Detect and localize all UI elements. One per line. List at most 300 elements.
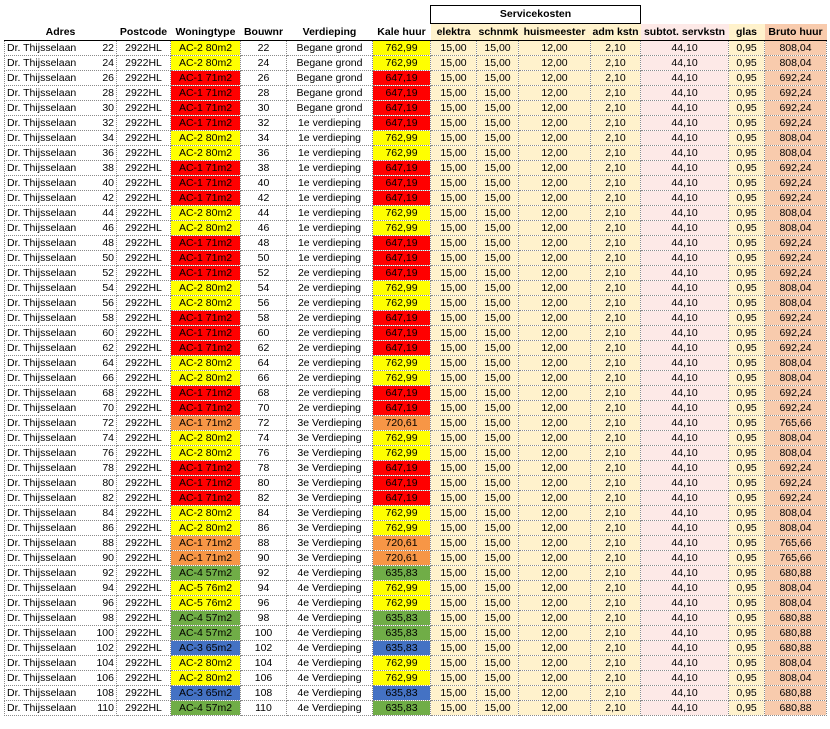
cell-bouwnr: 74 (241, 431, 287, 446)
cell-bouwnr: 102 (241, 641, 287, 656)
cell-postcode: 2922HL (117, 176, 171, 191)
cell-kale-huur: 647,19 (373, 266, 431, 281)
table-row (5, 371, 827, 386)
street-name: Dr. Thijsselaan (7, 417, 77, 429)
table-row (5, 701, 827, 716)
cell-verdieping: 2e verdieping (287, 311, 373, 326)
table-row (5, 446, 827, 461)
cell-schnmk: 15,00 (477, 41, 519, 56)
cell-schnmk: 15,00 (477, 626, 519, 641)
cell-kale-huur: 762,99 (373, 431, 431, 446)
street-name: Dr. Thijsselaan (7, 237, 77, 249)
cell-bouwnr: 110 (241, 701, 287, 716)
cell-adm-kstn: 2,10 (591, 656, 641, 671)
cell-huismeester: 12,00 (519, 401, 591, 416)
street-name: Dr. Thijsselaan (7, 627, 77, 639)
cell-kale-huur: 647,19 (373, 71, 431, 86)
table-row (5, 221, 827, 236)
cell-glas: 0,95 (729, 686, 765, 701)
cell-adres (5, 41, 117, 56)
cell-adres (5, 116, 117, 131)
cell-bouwnr: 42 (241, 191, 287, 206)
cell-huismeester: 12,00 (519, 146, 591, 161)
cell-elektra: 15,00 (431, 281, 477, 296)
cell-subtot-servkstn: 44,10 (641, 56, 729, 71)
cell-bouwnr: 60 (241, 326, 287, 341)
cell-woningtype: AC-1 71m2 (171, 101, 241, 116)
cell-subtot-servkstn: 44,10 (641, 266, 729, 281)
cell-elektra: 15,00 (431, 626, 477, 641)
cell-kale-huur: 720,61 (373, 551, 431, 566)
cell-bouwnr: 68 (241, 386, 287, 401)
house-number: 44 (102, 207, 114, 219)
cell-adm-kstn: 2,10 (591, 491, 641, 506)
cell-subtot-servkstn: 44,10 (641, 161, 729, 176)
cell-adres (5, 71, 117, 86)
cell-huismeester: 12,00 (519, 701, 591, 716)
cell-woningtype: AC-1 71m2 (171, 536, 241, 551)
cell-bruto-huur: 692,24 (765, 341, 827, 356)
cell-subtot-servkstn: 44,10 (641, 71, 729, 86)
table-row (5, 641, 827, 656)
cell-glas: 0,95 (729, 701, 765, 716)
cell-verdieping: 3e Verdieping (287, 461, 373, 476)
cell-huismeester: 12,00 (519, 596, 591, 611)
cell-adm-kstn: 2,10 (591, 221, 641, 236)
cell-postcode: 2922HL (117, 101, 171, 116)
cell-glas: 0,95 (729, 566, 765, 581)
cell-elektra: 15,00 (431, 671, 477, 686)
cell-adres (5, 341, 117, 356)
cell-schnmk: 15,00 (477, 416, 519, 431)
cell-woningtype: AC-1 71m2 (171, 491, 241, 506)
house-number: 40 (102, 177, 114, 189)
cell-adres (5, 446, 117, 461)
cell-subtot-servkstn: 44,10 (641, 341, 729, 356)
cell-kale-huur: 635,83 (373, 611, 431, 626)
cell-bruto-huur: 808,04 (765, 371, 827, 386)
col-glas: glas (729, 24, 765, 41)
cell-bouwnr: 76 (241, 446, 287, 461)
cell-postcode: 2922HL (117, 146, 171, 161)
street-name: Dr. Thijsselaan (7, 87, 77, 99)
cell-adm-kstn: 2,10 (591, 371, 641, 386)
cell-woningtype: AC-1 71m2 (171, 251, 241, 266)
table-row (5, 86, 827, 101)
cell-verdieping: 1e verdieping (287, 116, 373, 131)
cell-verdieping: 3e Verdieping (287, 536, 373, 551)
cell-schnmk: 15,00 (477, 206, 519, 221)
cell-glas: 0,95 (729, 131, 765, 146)
col-schnmk: schnmk (477, 24, 519, 41)
cell-woningtype: AC-1 71m2 (171, 161, 241, 176)
table-row (5, 56, 827, 71)
cell-subtot-servkstn: 44,10 (641, 206, 729, 221)
cell-woningtype: AC-1 71m2 (171, 191, 241, 206)
cell-adres (5, 551, 117, 566)
cell-woningtype: AC-4 57m2 (171, 611, 241, 626)
cell-elektra: 15,00 (431, 146, 477, 161)
table-row (5, 431, 827, 446)
cell-bruto-huur: 692,24 (765, 476, 827, 491)
cell-schnmk: 15,00 (477, 596, 519, 611)
house-number: 82 (102, 492, 114, 504)
col-kale-huur: Kale huur (373, 24, 431, 41)
cell-bouwnr: 28 (241, 86, 287, 101)
cell-adres (5, 206, 117, 221)
cell-bruto-huur: 808,04 (765, 521, 827, 536)
cell-bruto-huur: 808,04 (765, 581, 827, 596)
cell-bouwnr: 32 (241, 116, 287, 131)
table-row (5, 266, 827, 281)
cell-kale-huur: 762,99 (373, 131, 431, 146)
cell-subtot-servkstn: 44,10 (641, 566, 729, 581)
cell-adres (5, 131, 117, 146)
cell-subtot-servkstn: 44,10 (641, 371, 729, 386)
cell-subtot-servkstn: 44,10 (641, 41, 729, 56)
cell-postcode: 2922HL (117, 656, 171, 671)
cell-subtot-servkstn: 44,10 (641, 626, 729, 641)
cell-bouwnr: 52 (241, 266, 287, 281)
cell-postcode: 2922HL (117, 476, 171, 491)
street-name: Dr. Thijsselaan (7, 222, 77, 234)
cell-verdieping: 3e Verdieping (287, 431, 373, 446)
cell-elektra: 15,00 (431, 296, 477, 311)
cell-postcode: 2922HL (117, 596, 171, 611)
rent-table-sheet (4, 5, 826, 716)
cell-bruto-huur: 808,04 (765, 596, 827, 611)
cell-postcode: 2922HL (117, 371, 171, 386)
cell-schnmk: 15,00 (477, 311, 519, 326)
cell-verdieping: 4e Verdieping (287, 596, 373, 611)
street-name: Dr. Thijsselaan (7, 687, 77, 699)
cell-subtot-servkstn: 44,10 (641, 236, 729, 251)
cell-huismeester: 12,00 (519, 521, 591, 536)
cell-woningtype: AC-4 57m2 (171, 701, 241, 716)
cell-adm-kstn: 2,10 (591, 266, 641, 281)
cell-bruto-huur: 692,24 (765, 401, 827, 416)
cell-postcode: 2922HL (117, 56, 171, 71)
cell-huismeester: 12,00 (519, 191, 591, 206)
cell-adres (5, 266, 117, 281)
table-row (5, 296, 827, 311)
cell-elektra: 15,00 (431, 41, 477, 56)
cell-bruto-huur: 692,24 (765, 491, 827, 506)
cell-huismeester: 12,00 (519, 476, 591, 491)
cell-subtot-servkstn: 44,10 (641, 116, 729, 131)
cell-kale-huur: 762,99 (373, 581, 431, 596)
cell-kale-huur: 762,99 (373, 356, 431, 371)
cell-glas: 0,95 (729, 146, 765, 161)
house-number: 50 (102, 252, 114, 264)
cell-glas: 0,95 (729, 101, 765, 116)
cell-adm-kstn: 2,10 (591, 131, 641, 146)
cell-woningtype: AC-2 80m2 (171, 131, 241, 146)
cell-kale-huur: 647,19 (373, 191, 431, 206)
cell-verdieping: 4e Verdieping (287, 701, 373, 716)
cell-glas: 0,95 (729, 491, 765, 506)
street-name: Dr. Thijsselaan (7, 642, 77, 654)
cell-adres (5, 311, 117, 326)
cell-elektra: 15,00 (431, 461, 477, 476)
col-bouwnr: Bouwnr (241, 24, 287, 41)
cell-glas: 0,95 (729, 536, 765, 551)
cell-kale-huur: 762,99 (373, 206, 431, 221)
cell-huismeester: 12,00 (519, 641, 591, 656)
cell-huismeester: 12,00 (519, 86, 591, 101)
table-row (5, 311, 827, 326)
cell-elektra: 15,00 (431, 686, 477, 701)
cell-verdieping: 1e verdieping (287, 146, 373, 161)
cell-elektra: 15,00 (431, 701, 477, 716)
cell-subtot-servkstn: 44,10 (641, 686, 729, 701)
cell-glas: 0,95 (729, 116, 765, 131)
cell-postcode: 2922HL (117, 461, 171, 476)
table-row (5, 596, 827, 611)
cell-elektra: 15,00 (431, 551, 477, 566)
cell-verdieping: 3e Verdieping (287, 521, 373, 536)
table-row (5, 671, 827, 686)
table-row (5, 581, 827, 596)
street-name: Dr. Thijsselaan (7, 582, 77, 594)
cell-subtot-servkstn: 44,10 (641, 701, 729, 716)
cell-subtot-servkstn: 44,10 (641, 401, 729, 416)
cell-verdieping: 2e verdieping (287, 386, 373, 401)
street-name: Dr. Thijsselaan (7, 57, 77, 69)
cell-adres (5, 176, 117, 191)
cell-schnmk: 15,00 (477, 56, 519, 71)
cell-kale-huur: 647,19 (373, 176, 431, 191)
cell-adm-kstn: 2,10 (591, 356, 641, 371)
cell-kale-huur: 635,83 (373, 641, 431, 656)
cell-adres (5, 611, 117, 626)
cell-kale-huur: 647,19 (373, 236, 431, 251)
house-number: 110 (97, 702, 114, 714)
cell-huismeester: 12,00 (519, 536, 591, 551)
cell-postcode: 2922HL (117, 236, 171, 251)
street-name: Dr. Thijsselaan (7, 462, 77, 474)
cell-adres (5, 386, 117, 401)
cell-elektra: 15,00 (431, 476, 477, 491)
cell-woningtype: AC-1 71m2 (171, 476, 241, 491)
cell-schnmk: 15,00 (477, 536, 519, 551)
cell-huismeester: 12,00 (519, 491, 591, 506)
cell-bruto-huur: 692,24 (765, 116, 827, 131)
cell-postcode: 2922HL (117, 671, 171, 686)
house-number: 94 (102, 582, 114, 594)
cell-woningtype: AC-1 71m2 (171, 401, 241, 416)
cell-huismeester: 12,00 (519, 236, 591, 251)
cell-kale-huur: 635,83 (373, 566, 431, 581)
cell-adm-kstn: 2,10 (591, 446, 641, 461)
house-number: 76 (102, 447, 114, 459)
cell-woningtype: AC-1 71m2 (171, 311, 241, 326)
cell-adm-kstn: 2,10 (591, 341, 641, 356)
cell-woningtype: AC-1 71m2 (171, 461, 241, 476)
cell-glas: 0,95 (729, 581, 765, 596)
cell-bruto-huur: 692,24 (765, 71, 827, 86)
cell-subtot-servkstn: 44,10 (641, 641, 729, 656)
cell-elektra: 15,00 (431, 356, 477, 371)
cell-adm-kstn: 2,10 (591, 401, 641, 416)
cell-kale-huur: 647,19 (373, 161, 431, 176)
cell-elektra: 15,00 (431, 446, 477, 461)
cell-bouwnr: 64 (241, 356, 287, 371)
cell-postcode: 2922HL (117, 206, 171, 221)
cell-bruto-huur: 765,66 (765, 536, 827, 551)
house-number: 36 (102, 147, 114, 159)
street-name: Dr. Thijsselaan (7, 447, 77, 459)
cell-kale-huur: 647,19 (373, 476, 431, 491)
house-number: 46 (102, 222, 114, 234)
cell-schnmk: 15,00 (477, 131, 519, 146)
cell-adm-kstn: 2,10 (591, 521, 641, 536)
house-number: 30 (102, 102, 114, 114)
cell-huismeester: 12,00 (519, 566, 591, 581)
cell-adres (5, 641, 117, 656)
cell-subtot-servkstn: 44,10 (641, 431, 729, 446)
header-group-row (5, 6, 827, 24)
col-huismeester: huismeester (519, 24, 591, 41)
house-number: 38 (102, 162, 114, 174)
table-row (5, 326, 827, 341)
house-number: 64 (102, 357, 114, 369)
cell-postcode: 2922HL (117, 611, 171, 626)
cell-bouwnr: 108 (241, 686, 287, 701)
cell-verdieping: 4e Verdieping (287, 686, 373, 701)
cell-elektra: 15,00 (431, 176, 477, 191)
cell-glas: 0,95 (729, 86, 765, 101)
cell-postcode: 2922HL (117, 71, 171, 86)
street-name: Dr. Thijsselaan (7, 297, 77, 309)
cell-bruto-huur: 808,04 (765, 56, 827, 71)
house-number: 68 (102, 387, 114, 399)
col-elektra: elektra (431, 24, 477, 41)
cell-verdieping: 1e verdieping (287, 131, 373, 146)
cell-elektra: 15,00 (431, 206, 477, 221)
cell-adres (5, 581, 117, 596)
cell-woningtype: AC-1 71m2 (171, 551, 241, 566)
cell-bouwnr: 80 (241, 476, 287, 491)
cell-postcode: 2922HL (117, 86, 171, 101)
cell-huismeester: 12,00 (519, 431, 591, 446)
cell-subtot-servkstn: 44,10 (641, 311, 729, 326)
cell-verdieping: 3e Verdieping (287, 446, 373, 461)
cell-subtot-servkstn: 44,10 (641, 281, 729, 296)
cell-elektra: 15,00 (431, 236, 477, 251)
column-header-row (5, 24, 827, 41)
cell-bruto-huur: 692,24 (765, 161, 827, 176)
cell-woningtype: AC-2 80m2 (171, 431, 241, 446)
cell-bouwnr: 96 (241, 596, 287, 611)
cell-schnmk: 15,00 (477, 116, 519, 131)
cell-subtot-servkstn: 44,10 (641, 386, 729, 401)
house-number: 52 (102, 267, 114, 279)
cell-woningtype: AC-2 80m2 (171, 296, 241, 311)
cell-woningtype: AC-3 65m2 (171, 686, 241, 701)
cell-elektra: 15,00 (431, 341, 477, 356)
cell-verdieping: 4e Verdieping (287, 611, 373, 626)
cell-huismeester: 12,00 (519, 371, 591, 386)
cell-huismeester: 12,00 (519, 356, 591, 371)
street-name: Dr. Thijsselaan (7, 162, 77, 174)
cell-adres (5, 371, 117, 386)
cell-adres (5, 536, 117, 551)
cell-huismeester: 12,00 (519, 56, 591, 71)
cell-huismeester: 12,00 (519, 206, 591, 221)
cell-huismeester: 12,00 (519, 71, 591, 86)
cell-bouwnr: 54 (241, 281, 287, 296)
col-subtot-servkstn: subtot. servkstn (641, 24, 729, 41)
cell-bouwnr: 66 (241, 371, 287, 386)
cell-adres (5, 566, 117, 581)
cell-subtot-servkstn: 44,10 (641, 521, 729, 536)
house-number: 42 (102, 192, 114, 204)
house-number: 84 (102, 507, 114, 519)
cell-glas: 0,95 (729, 281, 765, 296)
cell-bouwnr: 62 (241, 341, 287, 356)
cell-postcode: 2922HL (117, 281, 171, 296)
cell-huismeester: 12,00 (519, 41, 591, 56)
house-number: 26 (102, 72, 114, 84)
cell-bruto-huur: 808,04 (765, 431, 827, 446)
cell-schnmk: 15,00 (477, 296, 519, 311)
cell-woningtype: AC-1 71m2 (171, 326, 241, 341)
cell-elektra: 15,00 (431, 371, 477, 386)
cell-subtot-servkstn: 44,10 (641, 176, 729, 191)
house-number: 22 (102, 42, 114, 54)
cell-bruto-huur: 692,24 (765, 266, 827, 281)
house-number: 34 (102, 132, 114, 144)
cell-verdieping: 2e verdieping (287, 356, 373, 371)
cell-bouwnr: 30 (241, 101, 287, 116)
house-number: 104 (96, 657, 114, 669)
cell-verdieping: 1e verdieping (287, 161, 373, 176)
cell-subtot-servkstn: 44,10 (641, 416, 729, 431)
cell-adres (5, 701, 117, 716)
cell-schnmk: 15,00 (477, 671, 519, 686)
cell-schnmk: 15,00 (477, 371, 519, 386)
cell-adres (5, 401, 117, 416)
cell-adm-kstn: 2,10 (591, 566, 641, 581)
cell-kale-huur: 635,83 (373, 686, 431, 701)
cell-elektra: 15,00 (431, 641, 477, 656)
cell-adm-kstn: 2,10 (591, 251, 641, 266)
street-name: Dr. Thijsselaan (7, 357, 77, 369)
cell-kale-huur: 762,99 (373, 371, 431, 386)
cell-schnmk: 15,00 (477, 221, 519, 236)
cell-kale-huur: 762,99 (373, 656, 431, 671)
cell-woningtype: AC-5 76m2 (171, 581, 241, 596)
cell-subtot-servkstn: 44,10 (641, 461, 729, 476)
cell-schnmk: 15,00 (477, 326, 519, 341)
cell-subtot-servkstn: 44,10 (641, 581, 729, 596)
cell-bouwnr: 50 (241, 251, 287, 266)
table-row (5, 521, 827, 536)
cell-subtot-servkstn: 44,10 (641, 551, 729, 566)
cell-schnmk: 15,00 (477, 521, 519, 536)
cell-schnmk: 15,00 (477, 86, 519, 101)
house-number: 100 (96, 627, 114, 639)
street-name: Dr. Thijsselaan (7, 702, 77, 714)
cell-adres (5, 251, 117, 266)
cell-adm-kstn: 2,10 (591, 311, 641, 326)
cell-elektra: 15,00 (431, 116, 477, 131)
house-number: 80 (102, 477, 114, 489)
cell-bruto-huur: 808,04 (765, 506, 827, 521)
col-adres: Adres (5, 24, 117, 41)
street-name: Dr. Thijsselaan (7, 492, 77, 504)
